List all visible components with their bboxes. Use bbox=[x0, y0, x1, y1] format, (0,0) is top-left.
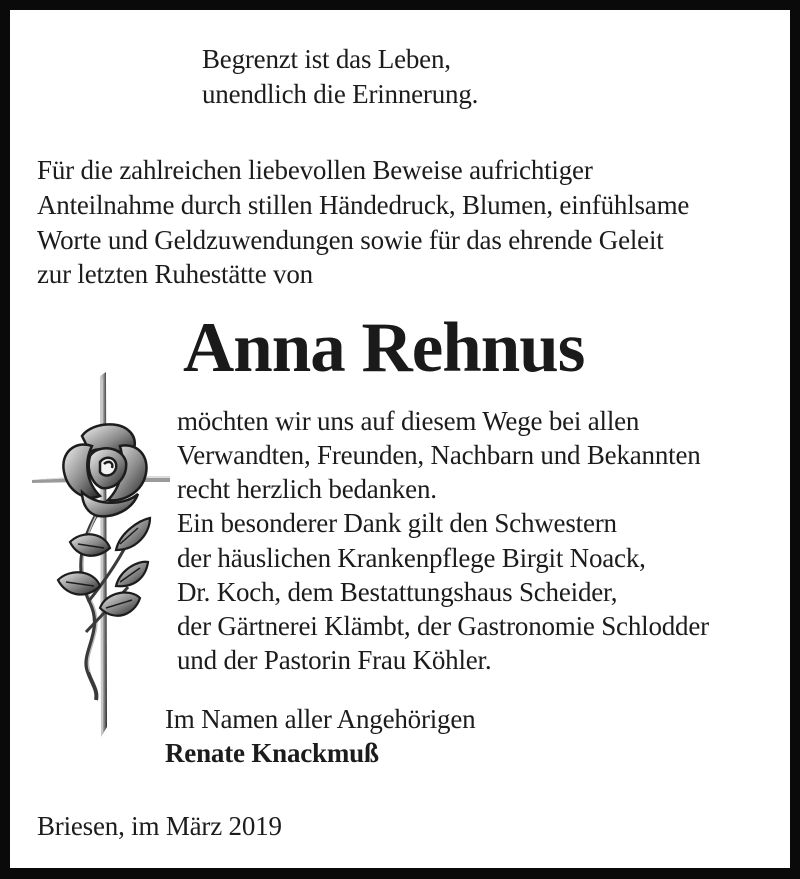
thanks-line-7: der Gärtnerei Klämbt, der Gastronomie Schlodder bbox=[177, 611, 709, 641]
thanks-line-8: und der Pastorin Frau Köhler. bbox=[177, 645, 492, 675]
intro-line-2: Anteilnahme durch stillen Händedruck, Blumen, einfühlsame bbox=[37, 190, 690, 220]
thanks-line-6: Dr. Koch, dem Bestattungshaus Scheider, bbox=[177, 577, 618, 607]
intro-line-1: Für die zahlreichen liebevollen Beweise aufrichtiger bbox=[37, 155, 593, 185]
thanks-line-5: der häuslichen Krankenpflege Birgit Noack, bbox=[177, 543, 646, 573]
thanks-line-4: Ein besonderer Dank gilt den Schwestern bbox=[177, 508, 617, 538]
motto-line-2: unendlich die Erinnerung. bbox=[202, 79, 479, 109]
intro-line-3: Worte und Geldzuwendungen sowie für das ehrende Geleit bbox=[37, 225, 664, 255]
obituary-card bbox=[10, 10, 790, 868]
thanks-line-3: recht herzlich bedanken. bbox=[177, 474, 437, 504]
signature-name: Renate Knackmuß bbox=[165, 738, 379, 768]
deceased-name: Anna Rehnus bbox=[183, 309, 585, 387]
thanks-line-1: möchten wir uns auf diesem Wege bei allen bbox=[177, 406, 640, 436]
cross-with-rose-icon bbox=[20, 372, 170, 742]
motto-line-1: Begrenzt ist das Leben, bbox=[202, 44, 451, 74]
signature-line: Im Namen aller Angehörigen bbox=[165, 704, 476, 734]
intro-line-4: zur letzten Ruhestätte von bbox=[37, 259, 313, 289]
thanks-line-2: Verwandten, Freunden, Nachbarn und Bekannten bbox=[177, 440, 701, 470]
place-date: Briesen, im März 2019 bbox=[37, 811, 282, 841]
